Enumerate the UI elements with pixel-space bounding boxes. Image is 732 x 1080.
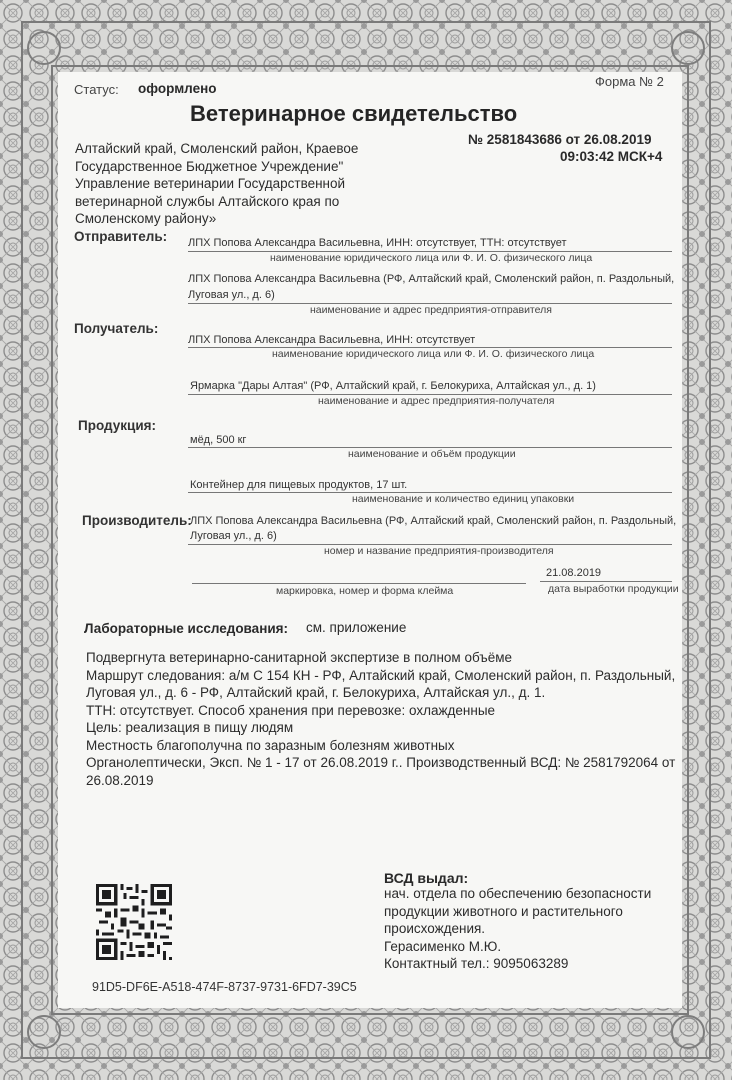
product-label: Продукция: (78, 418, 156, 433)
issued-line: продукции животного и растительного (384, 903, 623, 919)
issuer-line: Управление ветеринарии Государственной (75, 176, 346, 191)
product-name: мёд, 500 кг (190, 434, 247, 446)
issuer-line: Государственное Бюджетное Учреждение" (75, 158, 344, 174)
producer-label: Производитель: (82, 513, 192, 528)
marking-line (192, 583, 526, 584)
detail-line: Подвергнута ветеринарно-санитарной экспертизе в полном объёме (86, 650, 512, 665)
product-name-caption: наименование и объём продукции (348, 448, 516, 460)
recipient-name: ЛПХ Попова Александра Васильевна, ИНН: отсутствует (188, 334, 476, 346)
detail-line: Цель: реализация в пищу людям (86, 720, 294, 735)
detail-line: Органолептически, Эксп. № 1 - 17 от 26.08.2019 г.. Производственный ВСД: № 2581792064 от (86, 755, 676, 770)
production-date-caption: дата выработки продукции (548, 583, 679, 595)
detail-line: 26.08.2019 (86, 772, 154, 788)
production-date-line (540, 581, 672, 582)
marking-caption: маркировка, номер и форма клейма (276, 585, 454, 597)
sender-label: Отправитель: (74, 229, 168, 244)
producer-line-2: Луговая ул., д. 6) (190, 530, 277, 542)
production-date: 21.08.2019 (546, 567, 602, 579)
issued-line: Герасименко М.Ю. (384, 938, 502, 954)
producer-caption: номер и название предприятия-производителя (324, 545, 554, 557)
document-uuid: 91D5-DF6E-A518-474F-8737-9731-6FD7-39C5 (92, 980, 357, 994)
qr-code (96, 884, 172, 960)
form-number: Форма № 2 (595, 74, 664, 89)
issued-line: нач. отдела по обеспечению безопасности (384, 886, 652, 901)
lab-value: см. приложение (306, 620, 407, 635)
detail-line: Местность благополучна по заразным болезням животных (86, 737, 455, 753)
detail-line: ТТН: отсутствует. Способ хранения при перевозке: охлажденные (86, 702, 496, 718)
recipient-address-caption: наименование и адрес предприятия-получателя (318, 395, 555, 407)
status-value: оформлено (138, 81, 217, 96)
sender-address-line-2: Луговая ул., д. 6) (188, 289, 275, 301)
issued-block (384, 885, 651, 973)
status-label: Статус: (74, 82, 119, 97)
recipient-label: Получатель: (74, 321, 159, 336)
details-block (86, 649, 675, 789)
producer-line-1: ЛПХ Попова Александра Васильевна (РФ, Алтайский край, Смоленский район, п. Раздольный, (190, 515, 677, 527)
issued-label: ВСД выдал: (384, 870, 469, 886)
recipient-name-caption: наименование юридического лица или Ф. И. О. физического лица (272, 348, 595, 360)
sender-address-line-1: ЛПХ Попова Александра Васильевна (РФ, Алтайский край, Смоленский район, п. Раздольный, (188, 273, 675, 285)
issuer-block (75, 140, 358, 228)
sender-name-caption: наименование юридического лица или Ф. И. О. физического лица (270, 252, 593, 264)
certificate-number: № 2581843686 от 26.08.2019 (468, 132, 652, 147)
sender-address-caption: наименование и адрес предприятия-отправителя (310, 304, 552, 316)
product-package-caption: наименование и количество единиц упаковки (352, 493, 575, 505)
detail-line: Маршрут следования: а/м С 154 КН - РФ, Алтайский край, Смоленский район, п. Раздольный, (86, 667, 676, 683)
issued-line: происхождения. (384, 921, 486, 936)
issued-line: Контактный тел.: 9095063289 (384, 956, 569, 971)
certificate-time: 09:03:42 МСК+4 (560, 149, 663, 164)
lab-label: Лабораторные исследования: (84, 621, 289, 636)
issuer-line: Смоленскому району» (75, 211, 217, 226)
issuer-line: ветеринарной службы Алтайского края по (75, 193, 340, 209)
detail-line: Луговая ул., д. 6 - РФ, Алтайский край, г. Белокуриха, Алтайская ул., д. 1. (86, 685, 546, 700)
product-package: Контейнер для пищевых продуктов, 17 шт. (190, 479, 408, 491)
recipient-address: Ярмарка "Дары Алтая" (РФ, Алтайский край, г. Белокуриха, Алтайская ул., д. 1) (190, 380, 596, 392)
sender-name: ЛПХ Попова Александра Васильевна, ИНН: отсутствует, ТТН: отсутствует (188, 237, 567, 249)
issuer-line: Алтайский край, Смоленский район, Краевое (75, 141, 359, 156)
document-title: Ветеринарное свидетельство (190, 101, 518, 126)
